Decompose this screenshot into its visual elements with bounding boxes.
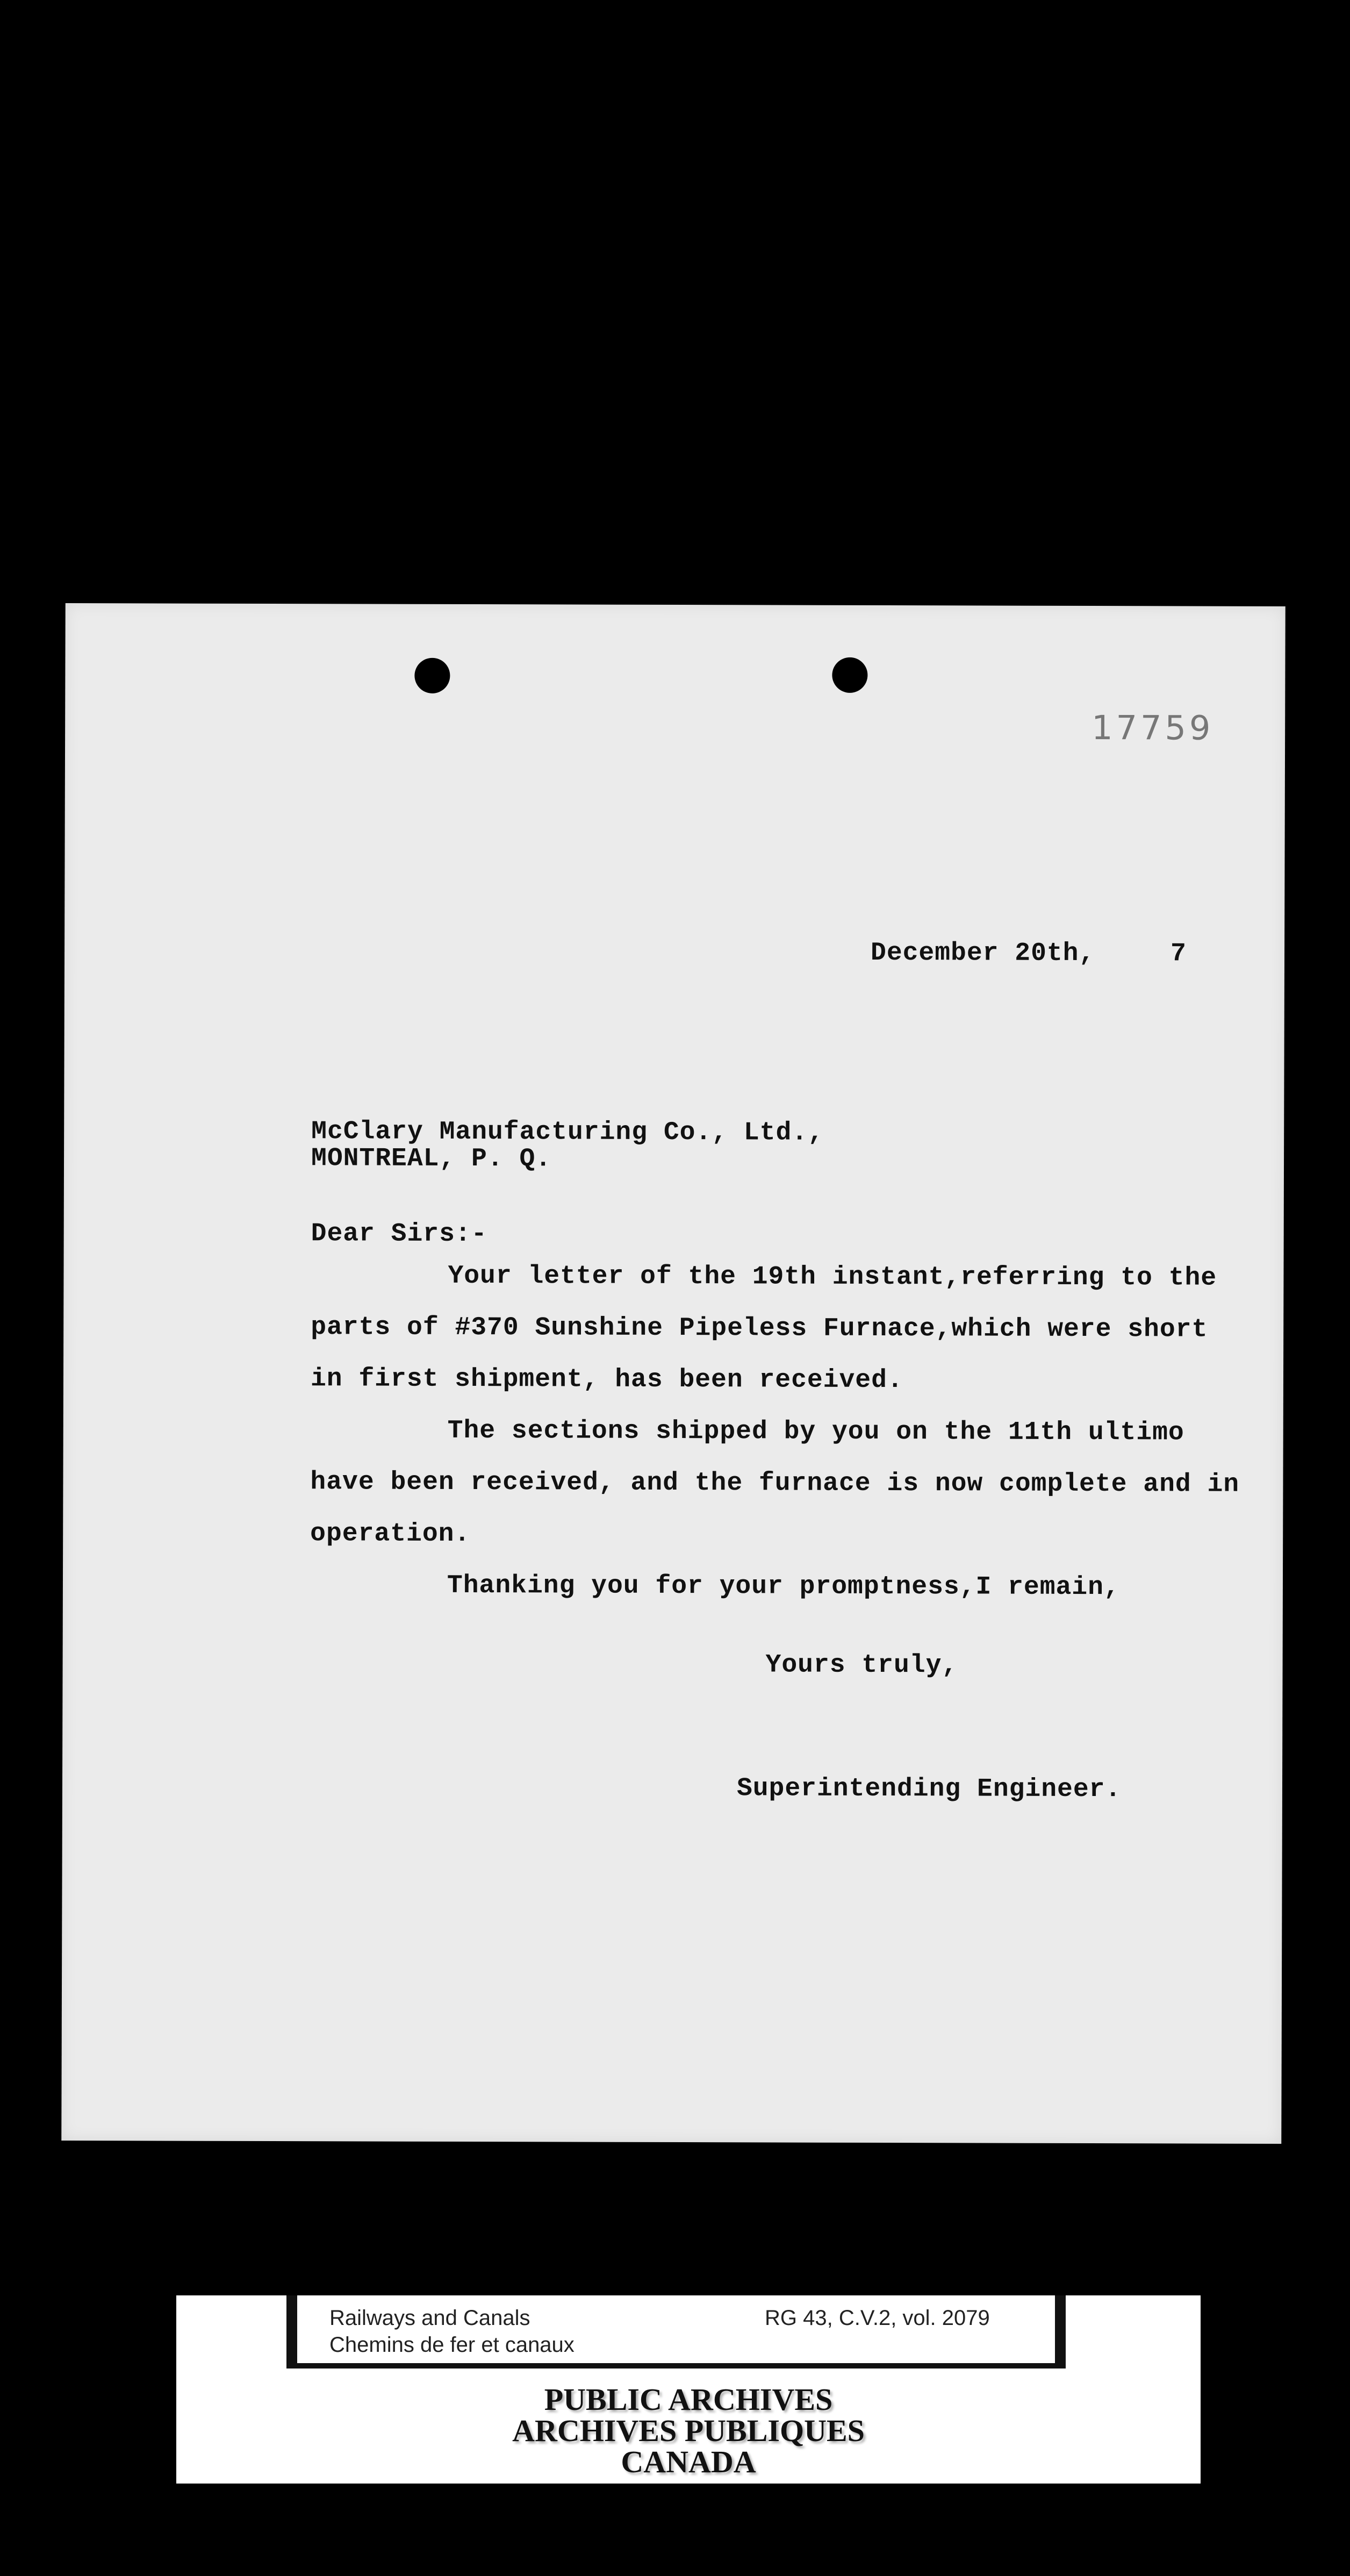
body-line: have been received, and the furnace is now complete and in [310, 1468, 1240, 1499]
punch-hole-right [832, 657, 867, 693]
institution-country: CANADA [621, 2444, 756, 2479]
letter-date: December 20th, [870, 938, 1095, 969]
signature-title: Superintending Engineer. [736, 1774, 1122, 1805]
body-line: parts of #370 Sunshine Pipeless Furnace,which were short [311, 1313, 1208, 1344]
letter-page [61, 603, 1285, 2144]
archive-reference: RG 43, C.V.2, vol. 2079 [765, 2306, 990, 2330]
label-band-inner [297, 2295, 1055, 2363]
body-line: Thanking you for your promptness,I remain, [447, 1571, 1120, 1602]
institution-english: PUBLIC ARCHIVES [544, 2382, 833, 2417]
label-band [286, 2295, 1066, 2369]
letter-year: 7 [1170, 939, 1187, 969]
collection-english: Railways and Canals [329, 2306, 530, 2330]
punch-hole-left [414, 658, 450, 693]
body-line: operation. [310, 1519, 471, 1549]
collection-french: Chemins de fer et canaux [329, 2333, 575, 2357]
institution-french: ARCHIVES PUBLIQUES [512, 2413, 865, 2448]
archive-label [176, 2295, 1201, 2484]
reference-number: 17759 [1092, 708, 1214, 748]
body-line: Your letter of the 19th instant,referring to the [448, 1261, 1217, 1293]
closing: Yours truly, [765, 1650, 958, 1680]
recipient-city: MONTREAL, P. Q. [311, 1144, 552, 1174]
body-line: in first shipment, has been received. [310, 1364, 903, 1396]
salutation: Dear Sirs:- [311, 1219, 487, 1249]
body-line: The sections shipped by you on the 11th ultimo [447, 1416, 1184, 1448]
recipient-name: McClary Manufacturing Co., Ltd., [311, 1117, 824, 1148]
